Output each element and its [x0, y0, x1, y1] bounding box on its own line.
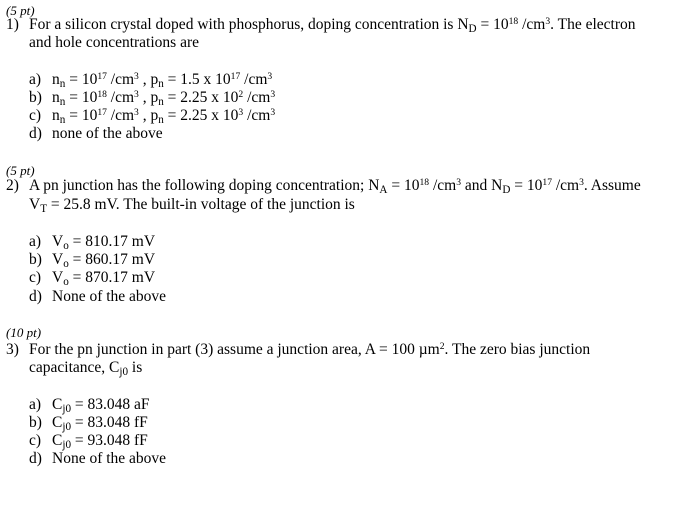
q3-option-c: $C_{j0} = 93.048$ fF — [52, 432, 148, 451]
q3-option-d-letter: d) — [29, 450, 42, 467]
q3-text-line2: capacitance, $C_{j0}$ is — [29, 359, 143, 378]
q3-option-c-letter: c) — [29, 432, 42, 449]
q2-points: (5 pt) — [6, 163, 35, 178]
q2-text-line2: $V_T = 25.8$ mV. The built-in voltage of the junction is — [29, 196, 355, 215]
q1-option-a-letter: a) — [29, 71, 42, 88]
q1-option-b-letter: b) — [29, 89, 42, 106]
q1-points: (5 pt) — [6, 3, 35, 18]
q1-option-c: $n_n = 10^{17}$ $/cm^3$ , $p_n = 2.25$ x $10^3$ $/cm^3$ — [52, 106, 276, 126]
q2-option-c-letter: c) — [29, 269, 42, 286]
q3-option-a: $C_{j0} = 83.048$ aF — [52, 396, 150, 415]
q2-number: 2) — [6, 177, 19, 194]
q1-number: 1) — [6, 16, 19, 33]
q2-text-line1: A pn junction has the following doping concentration; $N_A = 10^{18}$ $/cm^3$ and $N_D = 10^{17}$ $/cm^3$. Assume — [29, 176, 641, 196]
q2-option-d: None of the above — [52, 288, 167, 305]
q3-number: 3) — [6, 341, 19, 358]
q1-option-a: $n_n = 10^{17}$ $/cm^3$ , $p_n = 1.5$ x $10^{17}$ $/cm^3$ — [52, 70, 273, 90]
q1-option-d: none of the above — [52, 125, 163, 142]
q1-option-c-letter: c) — [29, 107, 42, 124]
q1-option-d-letter: d) — [29, 125, 42, 142]
q3-option-d: None of the above — [52, 450, 167, 467]
q2-option-c: $V_o = 870.17$ mV — [52, 269, 156, 288]
q1-text-line1: For a silicon crystal doped with phosphorus, doping concentration is $N_D = 10^{18}$ $/cm^3$. The electron — [29, 15, 636, 35]
q2-option-a: $V_o = 810.17$ mV — [52, 233, 156, 252]
q3-option-a-letter: a) — [29, 396, 42, 413]
q2-option-b-letter: b) — [29, 251, 42, 268]
q2-option-a-letter: a) — [29, 233, 42, 250]
q1-option-b: $n_n = 10^{18}$ $/cm^3$ , $p_n = 2.25$ x $10^2$ $/cm^3$ — [52, 88, 276, 108]
q2-option-d-letter: d) — [29, 288, 42, 305]
q1-text-line2: and hole concentrations are — [29, 34, 199, 51]
q2-option-b: $V_o = 860.17$ mV — [52, 251, 156, 270]
q3-option-b-letter: b) — [29, 414, 42, 431]
q3-text-line1: For the pn junction in part (3) assume a junction area, A = 100 µm$^2$. The zero bias junction — [29, 340, 591, 358]
q3-option-b: $C_{j0} = 83.048$ fF — [52, 414, 148, 433]
q3-points: (10 pt) — [6, 325, 42, 340]
